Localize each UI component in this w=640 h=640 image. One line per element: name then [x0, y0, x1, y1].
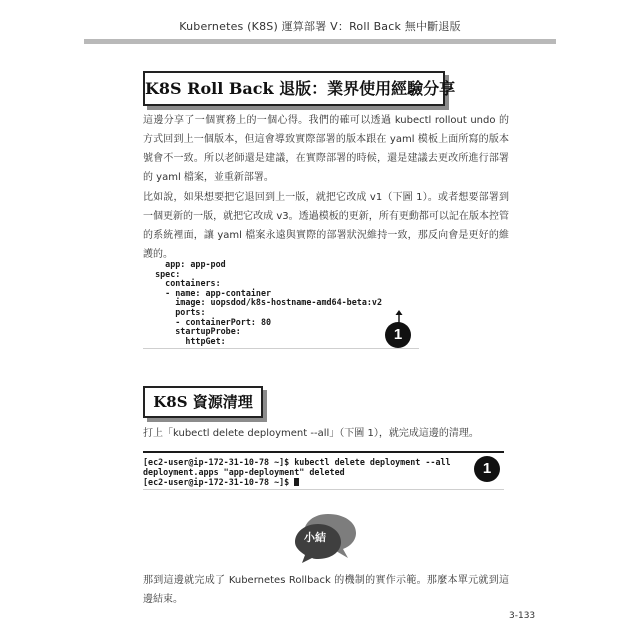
- terminal-cursor: [294, 478, 299, 486]
- terminal-output: [143, 457, 473, 487]
- yaml-code-text: app: app-pod spec: containers: - name: app-container image: uopsdod/k8s-hostname-amd64-beta:v2 ports: - containerPort: 80 startupProbe: httpGet:: [155, 259, 382, 346]
- running-head: Kubernetes (K8S) 運算部署 V：Roll Back 無中斷退版: [179, 20, 461, 33]
- header-rule: [84, 39, 556, 44]
- paragraph-rollback-example: 比如說，如果想要把它退回到上一版，就把它改成 v1（下圖 1）。或者想要部署到一個更新的一版，就把它改成 v3。透過模板的更新，所有更動都可以記在版本控管的系統裡面，讓 yaml 檔案永遠與實際的部署狀況維持一致，那反向會是更好的維護的。: [143, 192, 509, 260]
- terminal-top-rule: [143, 451, 504, 453]
- section-heading-cleanup: K8S 資源清理: [143, 386, 263, 418]
- callout-badge-1-terminal: 1: [474, 456, 500, 482]
- page-number: 3-133: [509, 611, 536, 621]
- terminal-line: deployment.apps "app-deployment" deleted: [143, 467, 345, 477]
- paragraph-rollback-experience: 這邊分享了一個實務上的一個心得。我們的確可以透過 kubectl rollout undo 的方式回到上一個版本，但這會導致實際部署的版本跟在 yaml 模板上面所寫的版本號會不一致。所以老師還是建議，在實際部署的時候，還是建議去更改所進行部署的 yaml 檔案，並重新部署。: [143, 115, 509, 183]
- section-heading-rollback: K8S Roll Back 退版：業界使用經驗分享: [143, 71, 445, 106]
- terminal-prompt-text: [ec2-user@ip-172-31-10-78 ~]$: [143, 477, 295, 487]
- terminal-line: [ec2-user@ip-172-31-10-78 ~]$ kubectl delete deployment --all: [143, 457, 451, 467]
- paragraph-summary: 那到這邊就完成了 Kubernetes Rollback 的機制的實作示範。那麼本單元就到這邊結束。: [143, 575, 509, 605]
- terminal-line-prompt: [143, 477, 473, 487]
- summary-label: 小結: [304, 531, 326, 544]
- yaml-code-snippet: [143, 259, 419, 349]
- paragraph-cleanup: 打上「kubectl delete deployment --all」（下圖 1），就完成這邊的清理。: [143, 428, 479, 439]
- callout-badge-1: 1: [385, 322, 411, 348]
- terminal-bottom-rule: [143, 489, 504, 490]
